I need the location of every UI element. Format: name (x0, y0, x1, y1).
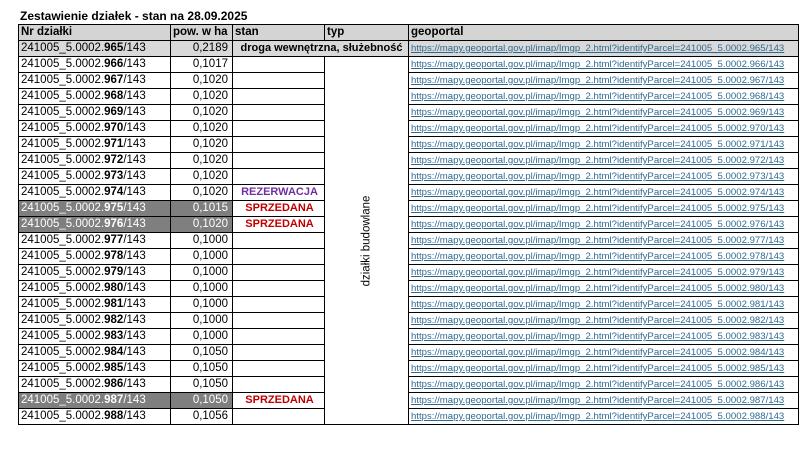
status-cell (233, 313, 325, 329)
parcel-suffix: /143 (123, 42, 146, 54)
area-cell: 0,1056 (171, 409, 233, 425)
table-row (19, 329, 799, 345)
parcel-suffix: /143 (123, 298, 146, 310)
table-row (19, 89, 799, 105)
parcel-num: 983 (104, 330, 124, 342)
parcel-prefix: 241005_5.0002. (21, 378, 105, 390)
parcel-prefix: 241005_5.0002. (21, 250, 105, 262)
parcel-num: 976 (104, 218, 124, 230)
parcel-suffix: /143 (123, 90, 146, 102)
geoportal-link[interactable]: https://mapy.geoportal.gov.pl/imap/Imgp_2.html?identifyParcel=241005_5.0002.978/143 (409, 249, 799, 265)
table-row (19, 233, 799, 249)
parcel-suffix: /143 (123, 170, 146, 182)
table-row (19, 121, 799, 137)
geoportal-link[interactable]: https://mapy.geoportal.gov.pl/imap/Imgp_2.html?identifyParcel=241005_5.0002.976/143 (409, 217, 799, 233)
geoportal-link[interactable]: https://mapy.geoportal.gov.pl/imap/Imgp_2.html?identifyParcel=241005_5.0002.974/143 (409, 185, 799, 201)
area-cell: 0,1000 (171, 313, 233, 329)
area-cell: 0,1020 (171, 73, 233, 89)
area-cell: 0,1020 (171, 137, 233, 153)
status-cell (233, 361, 325, 377)
parcel-num: 986 (104, 378, 124, 390)
table-row (19, 265, 799, 281)
status-cell: SPRZEDANA (233, 217, 325, 233)
parcel-number-cell (19, 281, 171, 297)
area-cell: 0,1050 (171, 345, 233, 361)
status-cell (233, 281, 325, 297)
geoportal-link[interactable]: https://mapy.geoportal.gov.pl/imap/Imgp_2.html?identifyParcel=241005_5.0002.988/143 (409, 409, 799, 425)
parcel-prefix: 241005_5.0002. (21, 90, 105, 102)
parcel-suffix: /143 (123, 234, 146, 246)
area-cell: 0,1020 (171, 185, 233, 201)
parcel-suffix: /143 (123, 122, 146, 134)
area-cell: 0,1000 (171, 265, 233, 281)
parcel-prefix: 241005_5.0002. (21, 186, 105, 198)
status-cell: SPRZEDANA (233, 201, 325, 217)
status-cell (233, 57, 325, 73)
table-row (19, 185, 799, 201)
parcel-suffix: /143 (123, 282, 146, 294)
parcel-suffix: /143 (123, 362, 146, 374)
geoportal-link[interactable]: https://mapy.geoportal.gov.pl/imap/Imgp_2.html?identifyParcel=241005_5.0002.967/143 (409, 73, 799, 89)
table-row (19, 297, 799, 313)
table-row (19, 73, 799, 89)
geoportal-link[interactable]: https://mapy.geoportal.gov.pl/imap/Imgp_2.html?identifyParcel=241005_5.0002.980/143 (409, 281, 799, 297)
parcel-number-cell (19, 121, 171, 137)
status-cell (233, 169, 325, 185)
parcel-prefix: 241005_5.0002. (21, 202, 105, 214)
parcel-number-cell (19, 73, 171, 89)
geoportal-link[interactable]: https://mapy.geoportal.gov.pl/imap/Imgp_2.html?identifyParcel=241005_5.0002.968/143 (409, 89, 799, 105)
parcel-prefix: 241005_5.0002. (21, 42, 105, 54)
geoportal-link[interactable]: https://mapy.geoportal.gov.pl/imap/Imgp_2.html?identifyParcel=241005_5.0002.984/143 (409, 345, 799, 361)
status-cell (233, 105, 325, 121)
parcel-number-cell (19, 233, 171, 249)
parcel-num: 965 (104, 42, 124, 54)
page-title: Zestawienie działek - stan na 28.09.2025 (20, 9, 248, 23)
status-cell (233, 249, 325, 265)
parcel-num: 980 (104, 282, 124, 294)
status-cell (233, 89, 325, 105)
geoportal-link[interactable]: https://mapy.geoportal.gov.pl/imap/Imgp_2.html?identifyParcel=241005_5.0002.985/143 (409, 361, 799, 377)
table-row (19, 361, 799, 377)
parcel-prefix: 241005_5.0002. (21, 330, 105, 342)
parcel-num: 971 (104, 138, 124, 150)
parcel-num: 988 (104, 410, 124, 422)
geoportal-link[interactable]: https://mapy.geoportal.gov.pl/imap/Imgp_2.html?identifyParcel=241005_5.0002.977/143 (409, 233, 799, 249)
parcel-number-cell (19, 89, 171, 105)
area-cell: 0,1000 (171, 297, 233, 313)
status-cell: droga wewnętrzna, służebność (233, 41, 409, 57)
parcel-suffix: /143 (123, 186, 146, 198)
geoportal-link[interactable]: https://mapy.geoportal.gov.pl/imap/Imgp_2.html?identifyParcel=241005_5.0002.971/143 (409, 137, 799, 153)
parcel-number-cell (19, 409, 171, 425)
status-cell (233, 233, 325, 249)
geoportal-link[interactable]: https://mapy.geoportal.gov.pl/imap/Imgp_2.html?identifyParcel=241005_5.0002.965/143 (409, 41, 799, 57)
parcel-number-cell (19, 185, 171, 201)
area-cell: 0,1020 (171, 121, 233, 137)
parcel-num: 968 (104, 90, 124, 102)
area-cell: 0,1020 (171, 217, 233, 233)
parcel-num: 987 (104, 394, 124, 406)
parcel-prefix: 241005_5.0002. (21, 410, 105, 422)
parcel-suffix: /143 (123, 266, 146, 278)
status-cell: REZERWACJA (233, 185, 325, 201)
parcel-prefix: 241005_5.0002. (21, 234, 105, 246)
parcel-suffix: /143 (123, 74, 146, 86)
parcel-num: 979 (104, 266, 124, 278)
parcel-number-cell (19, 313, 171, 329)
area-cell: 0,1017 (171, 57, 233, 73)
status-cell (233, 137, 325, 153)
parcel-prefix: 241005_5.0002. (21, 346, 105, 358)
table-row (19, 41, 799, 57)
parcel-number-cell (19, 41, 171, 57)
area-cell: 0,1000 (171, 329, 233, 345)
status-cell (233, 153, 325, 169)
area-cell: 0,1020 (171, 105, 233, 121)
parcel-num: 981 (104, 298, 124, 310)
status-cell (233, 121, 325, 137)
geoportal-link[interactable]: https://mapy.geoportal.gov.pl/imap/Imgp_2.html?identifyParcel=241005_5.0002.982/143 (409, 313, 799, 329)
parcel-suffix: /143 (123, 378, 146, 390)
parcel-num: 969 (104, 106, 124, 118)
parcel-prefix: 241005_5.0002. (21, 282, 105, 294)
parcel-number-cell (19, 265, 171, 281)
status-cell (233, 73, 325, 89)
parcel-suffix: /143 (123, 250, 146, 262)
parcel-number-cell (19, 217, 171, 233)
header-nr: Nr działki (19, 25, 171, 41)
parcel-number-cell (19, 393, 171, 409)
parcel-num: 966 (104, 58, 124, 70)
geoportal-link[interactable]: https://mapy.geoportal.gov.pl/imap/Imgp_2.html?identifyParcel=241005_5.0002.983/143 (409, 329, 799, 345)
table-row (19, 313, 799, 329)
area-cell: 0,1050 (171, 377, 233, 393)
header-stan: stan (233, 25, 325, 41)
area-cell: 0,1020 (171, 89, 233, 105)
parcel-suffix: /143 (123, 394, 146, 406)
header-row (19, 25, 799, 41)
parcel-num: 970 (104, 122, 124, 134)
area-cell: 0,1050 (171, 393, 233, 409)
parcel-prefix: 241005_5.0002. (21, 266, 105, 278)
parcel-suffix: /143 (123, 346, 146, 358)
area-cell: 0,1050 (171, 361, 233, 377)
header-pow: pow. w ha (171, 25, 233, 41)
parcel-suffix: /143 (123, 314, 146, 326)
area-cell: 0,1000 (171, 281, 233, 297)
area-cell: 0,1000 (171, 233, 233, 249)
parcel-number-cell (19, 345, 171, 361)
parcel-number-cell (19, 249, 171, 265)
table-row (19, 153, 799, 169)
parcel-number-cell (19, 169, 171, 185)
geoportal-link[interactable]: https://mapy.geoportal.gov.pl/imap/Imgp_2.html?identifyParcel=241005_5.0002.970/143 (409, 121, 799, 137)
status-cell (233, 345, 325, 361)
parcel-num: 967 (104, 74, 124, 86)
type-cell (325, 57, 409, 425)
geoportal-link[interactable]: https://mapy.geoportal.gov.pl/imap/Imgp_2.html?identifyParcel=241005_5.0002.975/143 (409, 201, 799, 217)
status-cell: SPRZEDANA (233, 393, 325, 409)
parcel-suffix: /143 (123, 106, 146, 118)
parcel-num: 977 (104, 234, 124, 246)
table-row (19, 249, 799, 265)
geoportal-link[interactable]: https://mapy.geoportal.gov.pl/imap/Imgp_2.html?identifyParcel=241005_5.0002.966/143 (409, 57, 799, 73)
geoportal-link[interactable]: https://mapy.geoportal.gov.pl/imap/Imgp_2.html?identifyParcel=241005_5.0002.981/143 (409, 297, 799, 313)
parcel-number-cell (19, 137, 171, 153)
table-row (19, 377, 799, 393)
parcel-table (18, 24, 799, 425)
geoportal-link[interactable]: https://mapy.geoportal.gov.pl/imap/Imgp_2.html?identifyParcel=241005_5.0002.979/143 (409, 265, 799, 281)
area-cell: 0,1015 (171, 201, 233, 217)
parcel-prefix: 241005_5.0002. (21, 170, 105, 182)
parcel-num: 982 (104, 314, 124, 326)
table-row (19, 57, 799, 73)
parcel-num: 975 (104, 202, 124, 214)
parcel-prefix: 241005_5.0002. (21, 394, 105, 406)
parcel-prefix: 241005_5.0002. (21, 362, 105, 374)
table-row (19, 393, 799, 409)
area-cell: 0,1020 (171, 169, 233, 185)
parcel-number-cell (19, 297, 171, 313)
parcel-prefix: 241005_5.0002. (21, 122, 105, 134)
parcel-prefix: 241005_5.0002. (21, 314, 105, 326)
geoportal-link[interactable]: https://mapy.geoportal.gov.pl/imap/Imgp_2.html?identifyParcel=241005_5.0002.969/143 (409, 105, 799, 121)
table-row (19, 105, 799, 121)
parcel-num: 972 (104, 154, 124, 166)
status-cell (233, 409, 325, 425)
parcel-prefix: 241005_5.0002. (21, 218, 105, 230)
parcel-suffix: /143 (123, 218, 146, 230)
header-geoportal: geoportal (409, 25, 799, 41)
table-row (19, 409, 799, 425)
geoportal-link[interactable]: https://mapy.geoportal.gov.pl/imap/Imgp_2.html?identifyParcel=241005_5.0002.972/143 (409, 153, 799, 169)
parcel-prefix: 241005_5.0002. (21, 106, 105, 118)
parcel-prefix: 241005_5.0002. (21, 138, 105, 150)
status-cell (233, 377, 325, 393)
parcel-number-cell (19, 377, 171, 393)
parcel-suffix: /143 (123, 410, 146, 422)
status-cell (233, 329, 325, 345)
parcel-num: 974 (104, 186, 124, 198)
parcel-number-cell (19, 105, 171, 121)
status-cell (233, 297, 325, 313)
area-cell: 0,1020 (171, 153, 233, 169)
parcel-num: 984 (104, 346, 124, 358)
area-cell: 0,2189 (171, 41, 233, 57)
table-row (19, 345, 799, 361)
type-label: działki budowlane (360, 195, 372, 286)
table-row (19, 217, 799, 233)
parcel-num: 978 (104, 250, 124, 262)
geoportal-link[interactable]: https://mapy.geoportal.gov.pl/imap/Imgp_2.html?identifyParcel=241005_5.0002.973/143 (409, 169, 799, 185)
parcel-suffix: /143 (123, 154, 146, 166)
parcel-prefix: 241005_5.0002. (21, 74, 105, 86)
parcel-num: 985 (104, 362, 124, 374)
parcel-suffix: /143 (123, 138, 146, 150)
status-cell (233, 265, 325, 281)
parcel-number-cell (19, 329, 171, 345)
table-row (19, 137, 799, 153)
area-cell: 0,1000 (171, 249, 233, 265)
header-typ: typ (325, 25, 409, 41)
parcel-number-cell (19, 201, 171, 217)
table-row (19, 169, 799, 185)
parcel-num: 973 (104, 170, 124, 182)
parcel-prefix: 241005_5.0002. (21, 298, 105, 310)
geoportal-link[interactable]: https://mapy.geoportal.gov.pl/imap/Imgp_2.html?identifyParcel=241005_5.0002.986/143 (409, 377, 799, 393)
geoportal-link[interactable]: https://mapy.geoportal.gov.pl/imap/Imgp_2.html?identifyParcel=241005_5.0002.987/143 (409, 393, 799, 409)
parcel-prefix: 241005_5.0002. (21, 58, 105, 70)
table-row (19, 281, 799, 297)
parcel-number-cell (19, 153, 171, 169)
parcel-number-cell (19, 361, 171, 377)
parcel-prefix: 241005_5.0002. (21, 154, 105, 166)
table-row (19, 201, 799, 217)
parcel-suffix: /143 (123, 202, 146, 214)
parcel-suffix: /143 (123, 58, 146, 70)
parcel-suffix: /143 (123, 330, 146, 342)
parcel-number-cell (19, 57, 171, 73)
